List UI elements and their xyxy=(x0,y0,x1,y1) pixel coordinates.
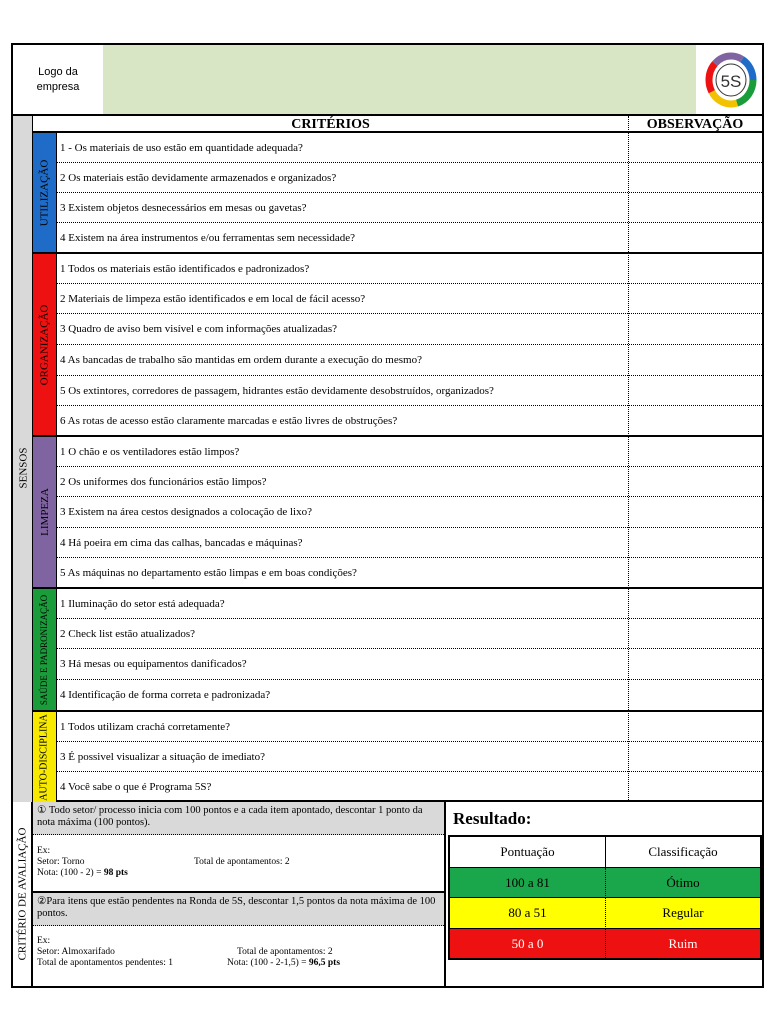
criterion-row: 4 Existem na área instrumentos e/ou ferramentas sem necessidade? xyxy=(57,223,762,254)
criterion-row: 2 Check list estão atualizados? xyxy=(57,619,762,649)
section-label-saude-padronizacao: SAÚDE E PADRONIZAÇÃO xyxy=(39,594,50,705)
result-score-cell: 80 a 51 xyxy=(450,898,606,929)
result-header-score: Pontuação xyxy=(450,837,606,868)
criterion-row: 2 Materiais de limpeza estão identificados e em local de fácil acesso? xyxy=(57,284,762,314)
rule2-pending: Total de apontamentos pendentes: 1 xyxy=(37,958,173,968)
section-label-limpeza: LIMPEZA xyxy=(38,488,51,536)
section-saude-padronizacao xyxy=(33,589,57,712)
criterion-row: 3 Há mesas ou equipamentos danificados? xyxy=(57,649,762,680)
criterion-row: 1 Todos utilizam crachá corretamente? xyxy=(57,712,762,742)
sensos-label: SENSOS xyxy=(17,447,29,488)
criterion-row: 3 Quadro de aviso bem visível e com informações atualizadas? xyxy=(57,314,762,345)
evaluation-side-column xyxy=(13,802,33,986)
5s-logo-badge xyxy=(705,51,757,109)
section-organizacao xyxy=(33,254,57,437)
criterion-row: 4 Há poeira em cima das calhas, bancadas e máquinas? xyxy=(57,528,762,558)
criterion-row: 4 As bancadas de trabalho são mantidas em ordem durante a execução do mesmo? xyxy=(57,345,762,376)
rule1-nota-result: 98 pts xyxy=(103,868,128,878)
section-label-organizacao: ORGANIZAÇÃO xyxy=(38,304,51,385)
criterion-row: 1 Todos os materiais estão identificados e padronizados? xyxy=(57,254,762,284)
rule1-heading: ① Todo setor/ processo inicia com 100 pontos e a cada item apontado, descontar 1 ponto da nota máxima (100 pontos). xyxy=(33,802,444,835)
header-title-area xyxy=(103,45,696,114)
criterion-row: 5 Os extintores, corredores de passagem, hidrantes estão devidamente desobstruídos, organizados? xyxy=(57,376,762,406)
rule1-ex-label: Ex: xyxy=(37,846,51,856)
result-table xyxy=(448,835,762,960)
result-score-cell: 50 a 0 xyxy=(450,929,606,958)
5s-badge-text: 5S xyxy=(720,72,742,91)
rule2-total: Total de apontamentos: 2 xyxy=(237,947,333,957)
result-header-class: Classificação xyxy=(606,837,760,868)
criterion-row: 5 As máquinas no departamento estão limpas e em boas condições? xyxy=(57,558,762,589)
criterion-row: 2 Os uniformes dos funcionários estão limpos? xyxy=(57,467,762,497)
criterion-row: 6 As rotas de acesso estão claramente marcadas e estão livres de obstruções? xyxy=(57,406,762,437)
rule1-sector: Setor: Torno xyxy=(37,857,85,867)
rule2-ex-label: Ex: xyxy=(37,936,51,946)
result-class-cell: Ruim xyxy=(606,929,760,958)
rule2-heading: ②Para itens que estão pendentes na Ronda de 5S, descontar 1,5 pontos da nota máxima de 100 pontos. xyxy=(33,893,444,926)
criterion-row: 4 Identificação de forma correta e padronizada? xyxy=(57,680,762,712)
5s-ring-icon xyxy=(705,51,757,109)
rule1-example xyxy=(33,835,444,893)
section-utilizacao xyxy=(33,133,57,254)
result-title: Resultado: xyxy=(453,809,532,828)
rule1-total: Total de apontamentos: 2 xyxy=(194,857,290,867)
section-auto-disciplina xyxy=(33,712,57,802)
result-class-cell: Regular xyxy=(606,898,760,929)
criterion-row: 3 Existem objetos desnecessários em mesas ou gavetas? xyxy=(57,193,762,223)
criterion-row: 3 Existem na área cestos designados a colocação de lixo? xyxy=(57,497,762,528)
result-divider xyxy=(444,802,446,986)
rule2-nota-result: 96,5 pts xyxy=(308,958,341,968)
result-score-cell: 100 a 81 xyxy=(450,868,606,898)
evaluation-side-label: CRITÉRIO DE AVALIAÇÃO xyxy=(16,827,29,961)
section-label-utilizacao: UTILIZAÇÃO xyxy=(38,159,51,226)
section-label-auto-disciplina: AUTO-DISCIPLINA xyxy=(39,713,51,801)
rule2-nota-prefix: Nota: (100 - 2-1,5) = xyxy=(227,958,309,968)
criterion-row: 3 É possivel visualizar a situação de imediato? xyxy=(57,742,762,772)
form-header xyxy=(11,43,764,116)
rule2-example xyxy=(33,926,444,986)
company-logo-placeholder: Logo da empresa xyxy=(36,65,80,93)
criteria-column-header: CRITÉRIOS xyxy=(291,117,370,132)
criterion-row: 1 - Os materiais de uso estão em quantidade adequada? xyxy=(57,133,762,163)
observation-column-header: OBSERVAÇÃO xyxy=(646,117,744,132)
criterion-row: 1 Iluminação do setor está adequada? xyxy=(57,589,762,619)
section-limpeza xyxy=(33,437,57,589)
criterion-row: 4 Você sabe o que é Programa 5S? xyxy=(60,781,212,793)
rule2-sector: Setor: Almoxarifado xyxy=(37,947,115,957)
header-spacer xyxy=(13,116,33,133)
criterion-row: 1 O chão e os ventiladores estão limpos? xyxy=(57,437,762,467)
evaluation-section xyxy=(11,802,764,988)
result-class-cell: Ótimo xyxy=(606,868,760,898)
rule1-nota-prefix: Nota: (100 - 2) = xyxy=(37,868,104,878)
checklist-table xyxy=(11,116,764,802)
criterion-row: 2 Os materiais estão devidamente armazenados e organizados? xyxy=(57,163,762,193)
